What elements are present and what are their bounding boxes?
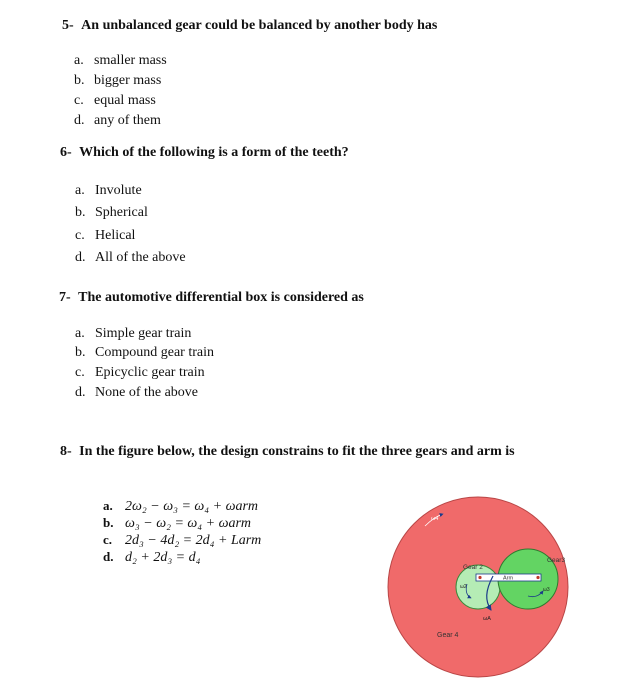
q8-option-c: c. 2d₃ − 4d₂ = 2d₄ + Larm — [103, 532, 262, 548]
q5-option-b: b. bigger mass — [74, 73, 162, 88]
q7-option-d: d. None of the above — [75, 385, 199, 400]
q7-option-b: b. Compound gear train — [75, 345, 214, 360]
omega-3-label: ω3 — [543, 587, 550, 593]
gear-3-label: Gear3 — [547, 557, 566, 564]
question-text: In the figure below, the design constrains to fit the three gears and arm is — [79, 444, 515, 459]
gear-2-label: Gear 2 — [463, 564, 483, 571]
question-number: 6- — [60, 145, 72, 160]
question-text: The automotive differential box is considered as — [78, 290, 364, 305]
q8-option-a: a. 2ω₂ − ω₃ = ω₄ + ωarm — [103, 498, 259, 514]
omega-2-label: ω2 — [460, 584, 467, 590]
omega-4-label: ω4 — [431, 516, 439, 522]
question-text: An unbalanced gear could be balanced by another body has — [81, 18, 438, 33]
q8-option-d: d. d₂ + 2d₃ = d₄ — [103, 549, 201, 565]
q7-option-c: c. Epicyclic gear train — [75, 365, 205, 380]
q6-option-a: a. Involute — [75, 183, 142, 198]
gear-4-label: Gear 4 — [437, 632, 459, 639]
q6-option-d: d. All of the above — [75, 250, 186, 265]
question-number: 8- — [60, 444, 72, 459]
arm-pivot-2 — [478, 576, 481, 579]
q5-option-a: a. smaller mass — [74, 53, 167, 68]
question-number: 5- — [62, 18, 74, 33]
question-7-title — [59, 290, 364, 306]
omega-a-label: ωA — [483, 616, 491, 622]
q5-option-c: c. equal mass — [74, 93, 156, 108]
q6-option-b: b. Spherical — [75, 205, 148, 220]
question-number: 7- — [59, 290, 71, 305]
question-text: Which of the following is a form of the teeth? — [79, 145, 349, 160]
q5-option-d: d. any of them — [74, 113, 161, 128]
gear-train-figure — [385, 496, 570, 679]
question-8-title — [60, 444, 515, 460]
arm-label: Arm — [503, 575, 514, 582]
q7-option-a: a. Simple gear train — [75, 326, 192, 341]
question-6-title — [60, 145, 349, 161]
arm-pivot-3 — [536, 576, 539, 579]
q6-option-c: c. Helical — [75, 228, 136, 243]
question-5-title — [62, 18, 437, 34]
q8-option-b: b. ω₃ − ω₂ = ω₄ + ωarm — [103, 515, 252, 531]
